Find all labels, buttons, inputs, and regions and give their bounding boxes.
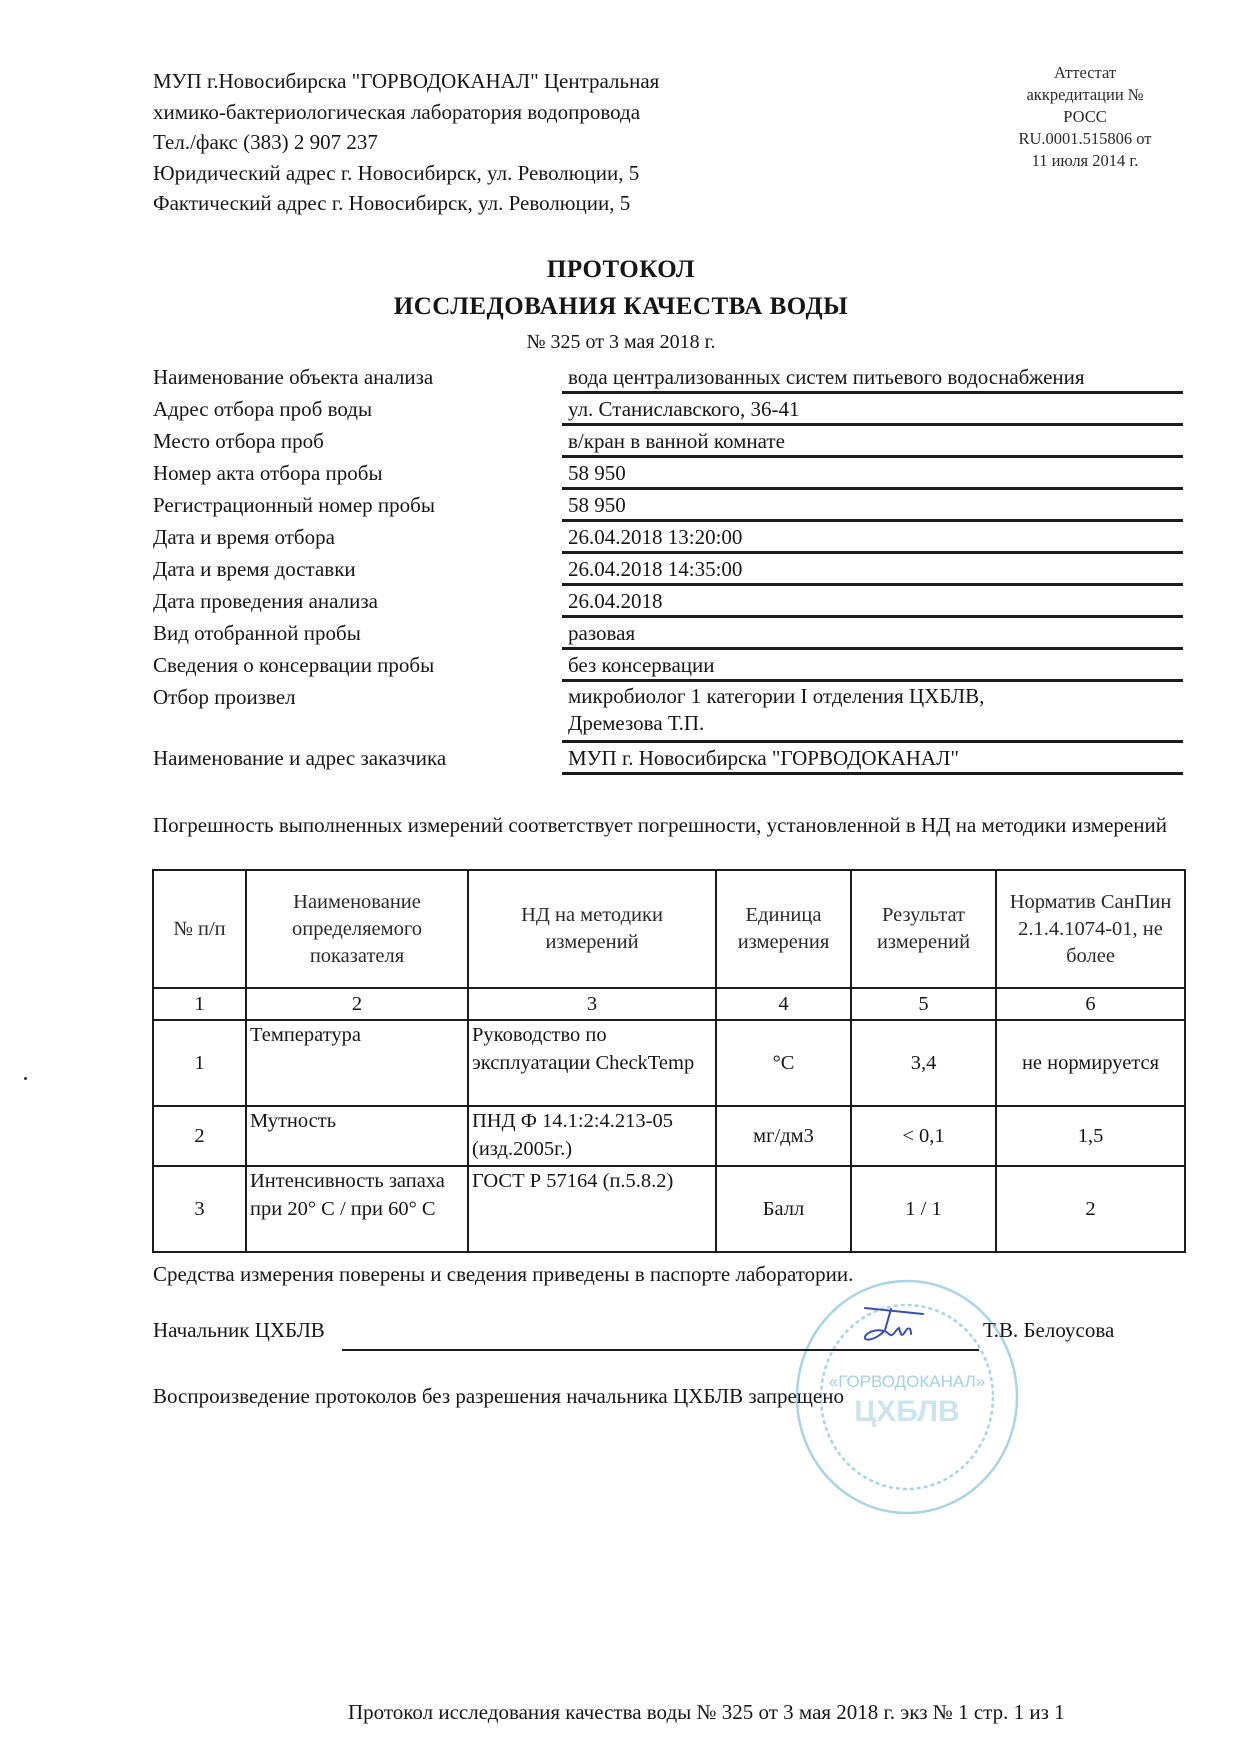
field-row (153, 618, 1183, 650)
results-table (152, 869, 1186, 1253)
field-value: МУП г. Новосибирска "ГОРВОДОКАНАЛ" (562, 743, 1183, 775)
protocol-number-date: № 325 от 3 мая 2018 г. (526, 331, 716, 353)
unit: мг/дм3 (716, 1106, 851, 1166)
field-row (153, 362, 1183, 394)
field-value: вода централизованных систем питьевого водоснабжения (562, 362, 1183, 394)
field-value-line: Дремезова Т.П. (568, 711, 705, 735)
column-header: № п/п (153, 870, 246, 988)
unit: °C (716, 1020, 851, 1106)
accreditation-line: аккредитации № (1026, 85, 1144, 104)
unit: Балл (716, 1166, 851, 1252)
norm: 1,5 (996, 1106, 1185, 1166)
instruments-note: Средства измерения поверены и сведения приведены в паспорте лаборатории. (153, 1262, 854, 1286)
signature-icon (845, 1300, 945, 1350)
column-number: 6 (996, 988, 1185, 1020)
field-row (153, 586, 1183, 618)
column-header: Результат измерений (851, 870, 996, 988)
field-label: Дата и время доставки (153, 557, 356, 581)
indicator-name: Интенсивность запаха при 20° С / при 60° С (246, 1166, 468, 1252)
sample-info-fields (153, 362, 1183, 775)
column-header: НД на методики измерений (468, 870, 716, 988)
field-label: Наименование и адрес заказчика (153, 746, 447, 770)
field-label: Место отбора проб (153, 429, 324, 453)
org-phone-line: Тел./факс (383) 2 907 237 (153, 130, 378, 154)
page-footer: Протокол исследования качества воды № 325 от 3 мая 2018 г. экз № 1 стр. 1 из 1 (348, 1700, 1065, 1724)
field-row (153, 490, 1183, 522)
column-header: Единица измерения (716, 870, 851, 988)
org-name-line: МУП г.Новосибирска "ГОРВОДОКАНАЛ" Центральная (153, 69, 660, 93)
field-value: без консервации (562, 650, 1183, 682)
field-label: Адрес отбора проб воды (153, 397, 373, 421)
field-value: 26.04.2018 13:20:00 (562, 522, 1183, 554)
field-value: разовая (562, 618, 1183, 650)
column-number: 5 (851, 988, 996, 1020)
field-label: Сведения о консервации пробы (153, 653, 435, 677)
stamp-text: «ГОРВОДОКАНАЛ» (828, 1372, 986, 1391)
field-label: Номер акта отбора пробы (153, 461, 383, 485)
field-label: Дата проведения анализа (153, 589, 378, 613)
field-row (153, 743, 1183, 775)
indicator-name: Температура (246, 1020, 468, 1106)
org-actual-address: Фактический адрес г. Новосибирск, ул. Революции, 5 (153, 191, 631, 215)
field-label: Отбор произвел (153, 685, 296, 709)
accreditation-line: 11 июля 2014 г. (1031, 151, 1139, 170)
organization-header (153, 66, 659, 219)
field-value: 58 950 (562, 490, 1183, 522)
indicator-name: Мутность (246, 1106, 468, 1166)
reproduction-note: Воспроизведение протоколов без разрешения начальника ЦХБЛВ запрещено (153, 1384, 844, 1408)
column-number: 3 (468, 988, 716, 1020)
field-label: Вид отобранной пробы (153, 621, 361, 645)
field-value: 26.04.2018 (562, 586, 1183, 618)
field-value: в/кран в ванной комнате (562, 426, 1183, 458)
field-label: Дата и время отбора (153, 525, 335, 549)
field-row (153, 522, 1183, 554)
row-number: 3 (153, 1166, 246, 1252)
row-number: 2 (153, 1106, 246, 1166)
column-number: 4 (716, 988, 851, 1020)
field-value (562, 682, 1183, 743)
method-doc: Руководство по эксплуатации CheckTemp (468, 1020, 716, 1106)
scan-speck (24, 1077, 27, 1080)
field-label: Регистрационный номер пробы (153, 493, 435, 517)
norm: не нормируется (996, 1020, 1185, 1106)
field-value-line: микробиолог 1 категории I отделения ЦХБЛВ, (568, 684, 985, 708)
field-value: 58 950 (562, 458, 1183, 490)
document-subtitle: ИССЛЕДОВАНИЯ КАЧЕСТВА ВОДЫ (393, 293, 849, 320)
table-row (153, 1106, 1185, 1166)
norm: 2 (996, 1166, 1185, 1252)
document-title: ПРОТОКОЛ (546, 256, 696, 283)
signatory-position: Начальник ЦХБЛВ (153, 1318, 325, 1342)
accreditation-line: RU.0001.515806 от (1018, 129, 1152, 148)
accuracy-note: Погрешность выполненных измерений соответствует погрешности, установленной в НД на методики измерений (153, 813, 1167, 837)
method-doc: ГОСТ Р 57164 (п.5.8.2) (468, 1166, 716, 1252)
field-row (153, 458, 1183, 490)
table-header-row (153, 870, 1185, 988)
column-header: Норматив СанПин 2.1.4.1074-01, не более (996, 870, 1185, 988)
column-number-row (153, 988, 1185, 1020)
field-label: Наименование объекта анализа (153, 365, 434, 389)
field-value: 26.04.2018 14:35:00 (562, 554, 1183, 586)
signatory-name: Т.В. Белоусова (983, 1318, 1115, 1342)
row-number: 1 (153, 1020, 246, 1106)
table-row (153, 1020, 1185, 1106)
stamp-subtext: ЦХБЛВ (854, 1395, 960, 1428)
column-number: 2 (246, 988, 468, 1020)
field-row (153, 682, 1183, 743)
result: 3,4 (851, 1020, 996, 1106)
column-header: Наименование определяемого показателя (246, 870, 468, 988)
accreditation-line: РОСС (1063, 107, 1107, 126)
field-row (153, 650, 1183, 682)
result: < 0,1 (851, 1106, 996, 1166)
accreditation-line: Аттестат (1053, 63, 1117, 82)
field-value: ул. Станиславского, 36-41 (562, 394, 1183, 426)
table-row (153, 1166, 1185, 1252)
field-row (153, 394, 1183, 426)
accreditation-block (980, 62, 1190, 172)
result: 1 / 1 (851, 1166, 996, 1252)
method-doc: ПНД Ф 14.1:2:4.213-05 (изд.2005г.) (468, 1106, 716, 1166)
column-number: 1 (153, 988, 246, 1020)
field-row (153, 554, 1183, 586)
org-lab-line: химико-бактериологическая лаборатория водопровода (153, 99, 641, 124)
org-legal-address: Юридический адрес г. Новосибирск, ул. Революции, 5 (153, 160, 640, 185)
field-row (153, 426, 1183, 458)
